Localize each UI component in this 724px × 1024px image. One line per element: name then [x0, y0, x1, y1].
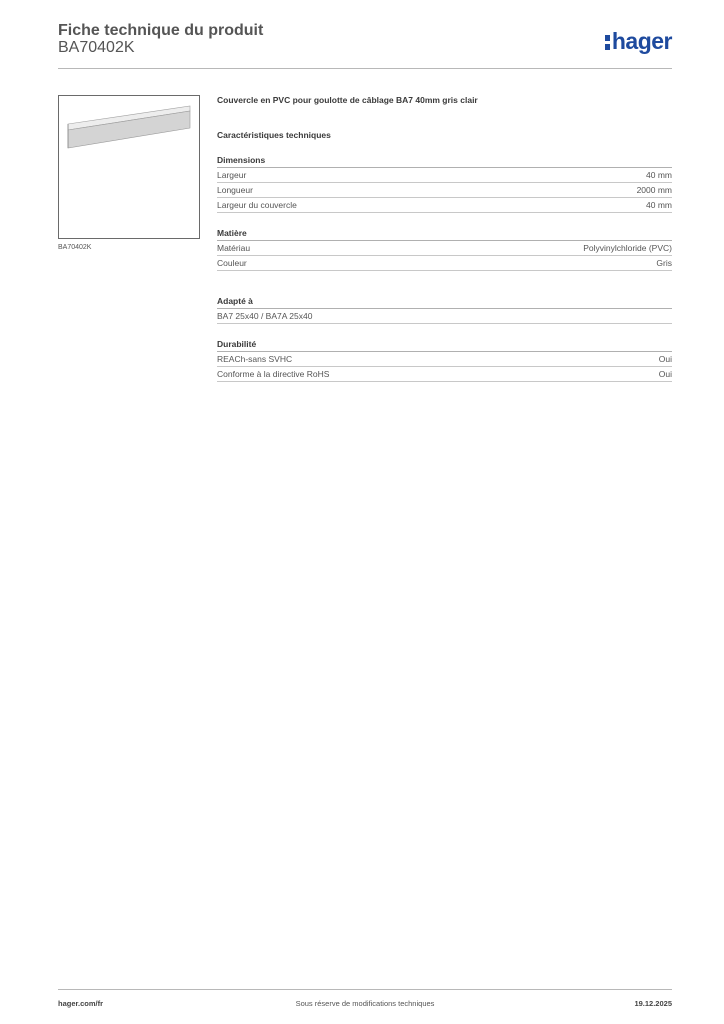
spec-value: 40 mm — [646, 200, 672, 210]
footer-notice: Sous réserve de modifications techniques — [295, 999, 435, 1008]
product-description: Couvercle en PVC pour goulotte de câblage BA7 40mm gris clair — [217, 95, 478, 105]
spec-value: Polyvinylchloride (PVC) — [583, 243, 672, 253]
cable-trunking-cover-image — [59, 96, 199, 238]
section-material — [217, 227, 672, 271]
spec-label: Largeur du couvercle — [217, 200, 297, 210]
spec-row — [217, 198, 672, 213]
section-compatible — [217, 295, 672, 324]
spec-label: BA7 25x40 / BA7A 25x40 — [217, 311, 313, 321]
footer-divider — [58, 989, 672, 990]
product-reference: BA70402K — [58, 39, 135, 56]
logo-text: hager — [611, 28, 672, 54]
spec-row — [217, 309, 672, 324]
spec-label: Longueur — [217, 185, 253, 195]
spec-label: Conforme à la directive RoHS — [217, 369, 330, 379]
product-image — [58, 95, 200, 239]
spec-content — [217, 94, 672, 382]
spec-label: Couleur — [217, 258, 247, 268]
spec-value: Gris — [656, 258, 672, 268]
document-title: Fiche technique du produit — [58, 22, 264, 39]
spec-label: Matériau — [217, 243, 251, 253]
spec-label: REACh-sans SVHC — [217, 354, 293, 364]
spec-row — [217, 256, 672, 271]
section-title: Dimensions — [217, 154, 672, 168]
section-title: Durabilité — [217, 338, 672, 352]
spec-value: 40 mm — [646, 170, 672, 180]
hager-logo — [605, 28, 672, 54]
spec-row — [217, 168, 672, 183]
spec-row — [217, 367, 672, 382]
page-header — [58, 22, 672, 70]
spec-value: Oui — [658, 354, 672, 364]
website-link[interactable]: hager.com/fr — [58, 999, 104, 1008]
section-sustainability — [217, 338, 672, 382]
header-divider — [58, 68, 672, 69]
logo-colon-icon — [605, 33, 610, 49]
spec-row — [217, 183, 672, 198]
section-title: Matière — [217, 227, 672, 241]
section-title: Adapté à — [217, 295, 672, 309]
spec-value: 2000 mm — [636, 185, 672, 195]
spec-row — [217, 352, 672, 367]
spec-heading: Caractéristiques techniques — [217, 130, 331, 140]
footer-date: 19.12.2025 — [634, 999, 672, 1008]
spec-label: Largeur — [217, 170, 247, 180]
image-caption: BA70402K — [58, 244, 92, 251]
section-dimensions — [217, 154, 672, 213]
spec-value: Oui — [658, 369, 672, 379]
spec-row — [217, 241, 672, 256]
